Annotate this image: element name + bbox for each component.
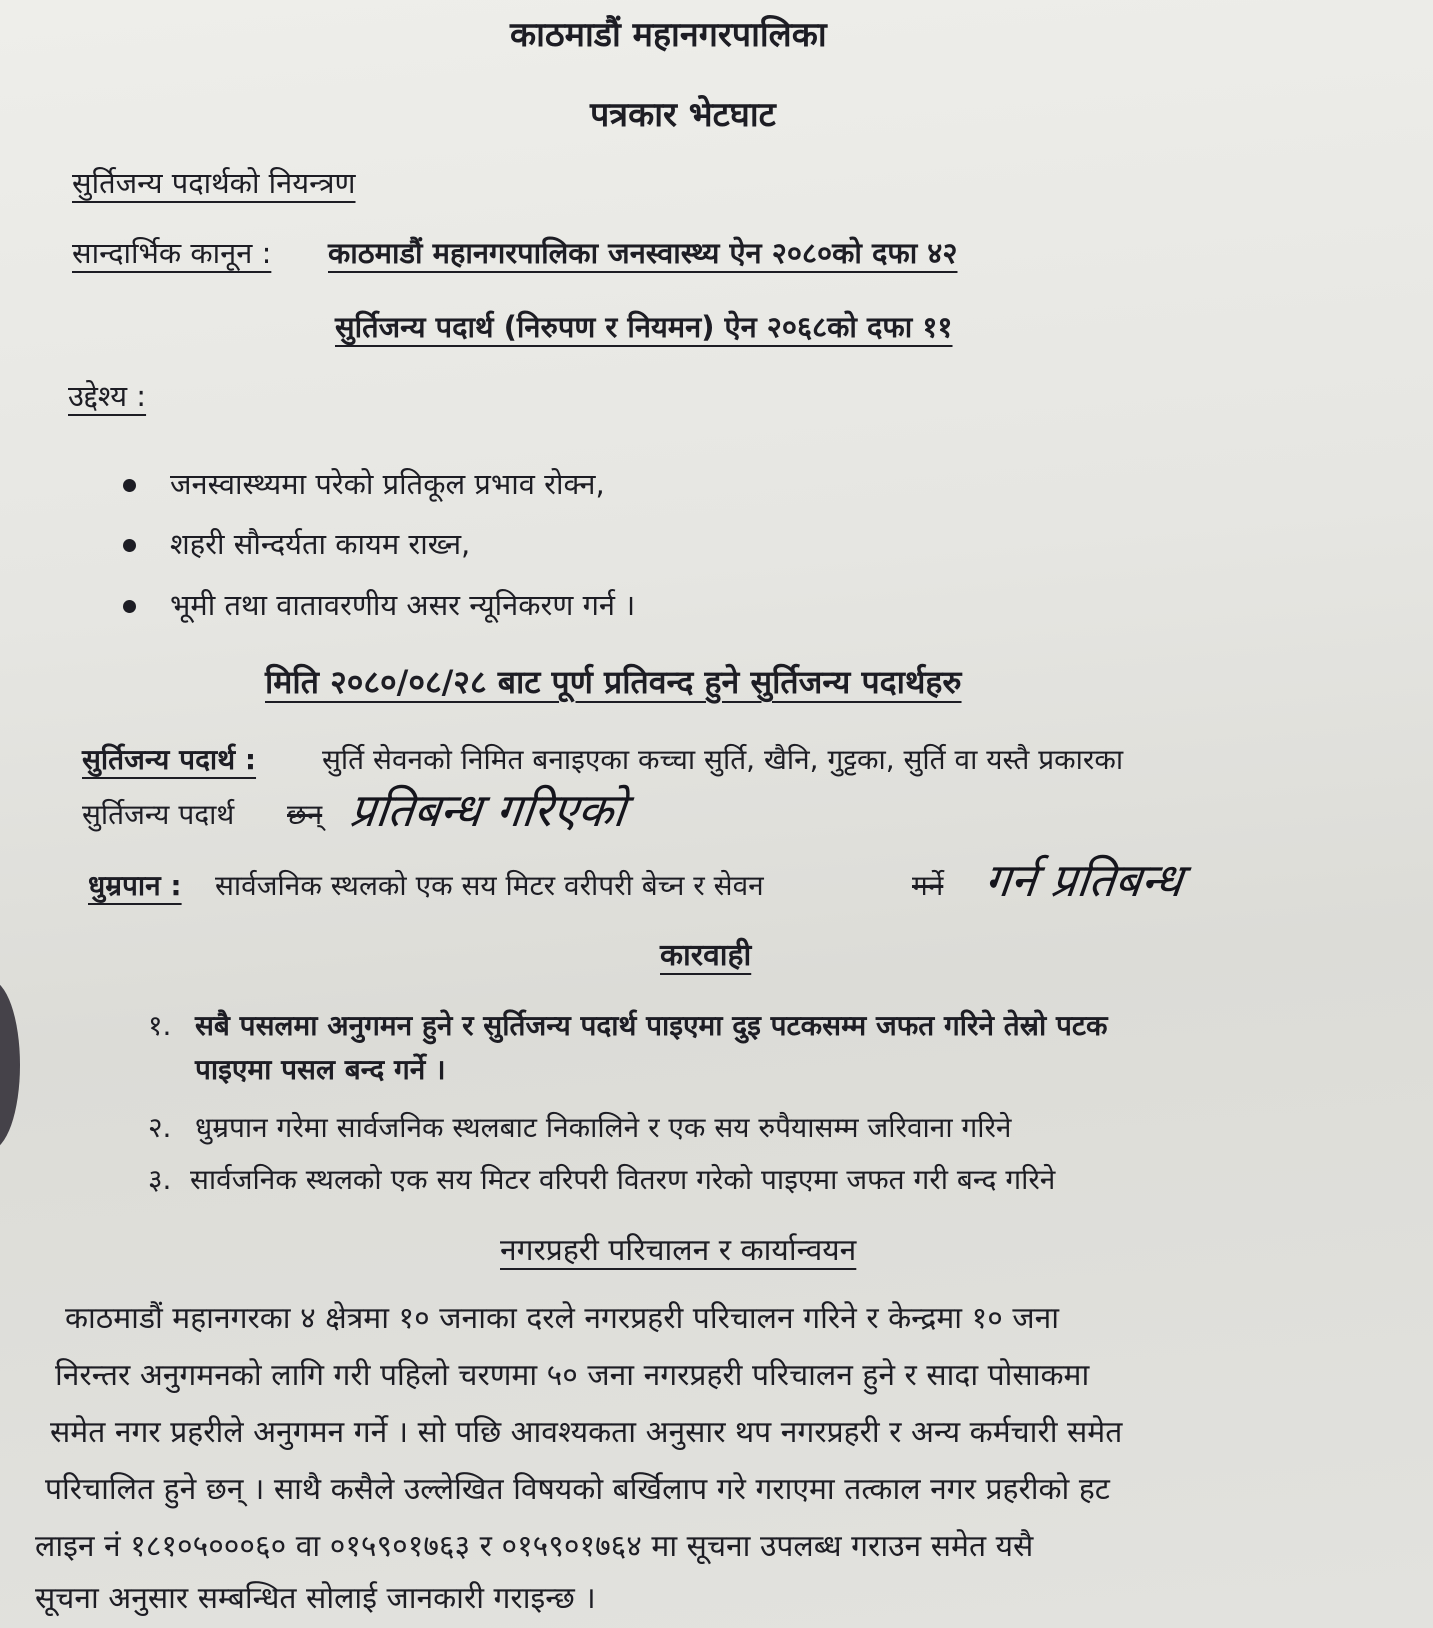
objective-item: भूमी तथा वातावरणीय असर न्यूनिकरण गर्न । <box>170 588 636 622</box>
objective-item: जनस्वास्थ्यमा परेको प्रतिकूल प्रभाव रोक्न, <box>170 467 605 501</box>
action-item-text: सबै पसलमा अनुगमन हुने र सुर्तिजन्य पदार्थ पाइएमा दुइ पटकसम्म जफत गरिने तेस्रो पटक <box>195 1009 1108 1042</box>
objective-item: शहरी सौन्दर्यता कायम राख्न, <box>170 527 471 561</box>
tobacco-text-2: सुर्तिजन्य पदार्थ <box>82 798 235 831</box>
law-label: सान्दार्भिक कानून : <box>72 236 272 270</box>
bullet-icon <box>123 479 136 492</box>
tobacco-text-1: सुर्ति सेवनको निमित बनाइएका कच्चा सुर्ति, खैनि, गुट्टका, सुर्ति वा यस्तै प्रकारका <box>322 743 1124 776</box>
police-paragraph-line: परिचालित हुने छन् । साथै कसैले उल्लेखित विषयको बर्खिलाप गरे गराएमा तत्काल नगर प्रहरीको हट <box>45 1472 1110 1507</box>
action-item-number: १. <box>148 1009 172 1042</box>
smoking-struck-word: गर्ने <box>912 869 944 902</box>
action-heading: कारवाही <box>660 938 752 973</box>
police-paragraph-line: सूचना अनुसार सम्बन्धित सोलाई जानकारी गराइन्छ । <box>35 1581 596 1616</box>
handwritten-annotation: गर्न प्रतिबन्ध <box>982 853 1186 907</box>
ban-heading: मिति २०८०/०८/२८ बाट पूर्ण प्रतिवन्द हुने सुर्तिजन्य पदार्थहरु <box>265 663 962 701</box>
handwritten-annotation: प्रतिबन्ध गरिएको <box>347 783 629 837</box>
objective-label: उद्देश्य : <box>68 379 147 413</box>
bullet-icon <box>123 539 136 552</box>
police-paragraph-line: निरन्तर अनुगमनको लागि गरी पहिलो चरणमा ५० जना नगरप्रहरी परिचालन हुने र सादा पोसाकमा <box>55 1358 1090 1393</box>
police-paragraph-line: काठमाडौं महानगरका ४ क्षेत्रमा १० जनाका दरले नगरप्रहरी परिचालन गरिने र केन्द्रमा १० जना <box>65 1301 1060 1336</box>
smoking-label: धुम्रपान : <box>88 869 182 902</box>
tobacco-struck-word: छन् <box>287 798 323 831</box>
police-paragraph-line: समेत नगर प्रहरीले अनुगमन गर्ने । सो पछि आवश्यकता अनुसार थप नगरप्रहरी र अन्य कर्मचारी समेत <box>50 1415 1123 1450</box>
topic-heading: सुर्तिजन्य पदार्थको नियन्त्रण <box>72 166 356 200</box>
org-title: काठमाडौं महानगरपालिका <box>510 15 827 55</box>
event-title: पत्रकार भेटघाट <box>590 95 776 135</box>
police-paragraph-line: लाइन नं १८१०५०००६० वा ०१५९०१७६३ र ०१५९०१७६४ मा सूचना उपलब्ध गराउन समेत यसै <box>35 1529 1034 1564</box>
finger-shadow <box>0 980 20 1150</box>
action-item-text: पाइएमा पसल बन्द गर्ने । <box>195 1053 446 1086</box>
smoking-text: सार्वजनिक स्थलको एक सय मिटर वरीपरी बेच्न र सेवन <box>215 869 764 902</box>
action-item-number: २. <box>148 1111 172 1144</box>
tobacco-label: सुर्तिजन्य पदार्थ : <box>82 743 257 776</box>
law-line-2: सुर्तिजन्य पदार्थ (निरुपण र नियमन) ऐन २०६८को दफा ११ <box>335 310 953 344</box>
action-item-text: धुम्रपान गरेमा सार्वजनिक स्थलबाट निकालिने र एक सय रुपैयासम्म जरिवाना गरिने <box>195 1111 1012 1144</box>
bullet-icon <box>123 600 136 613</box>
law-line-1: काठमाडौं महानगरपालिका जनस्वास्थ्य ऐन २०८०को दफा ४२ <box>328 236 958 270</box>
action-item-number: ३. <box>148 1163 172 1196</box>
action-item-text: सार्वजनिक स्थलको एक सय मिटर वरिपरी वितरण गरेको पाइएमा जफत गरी बन्द गरिने <box>190 1163 1056 1196</box>
police-heading: नगरप्रहरी परिचालन र कार्यान्वयन <box>500 1233 857 1268</box>
